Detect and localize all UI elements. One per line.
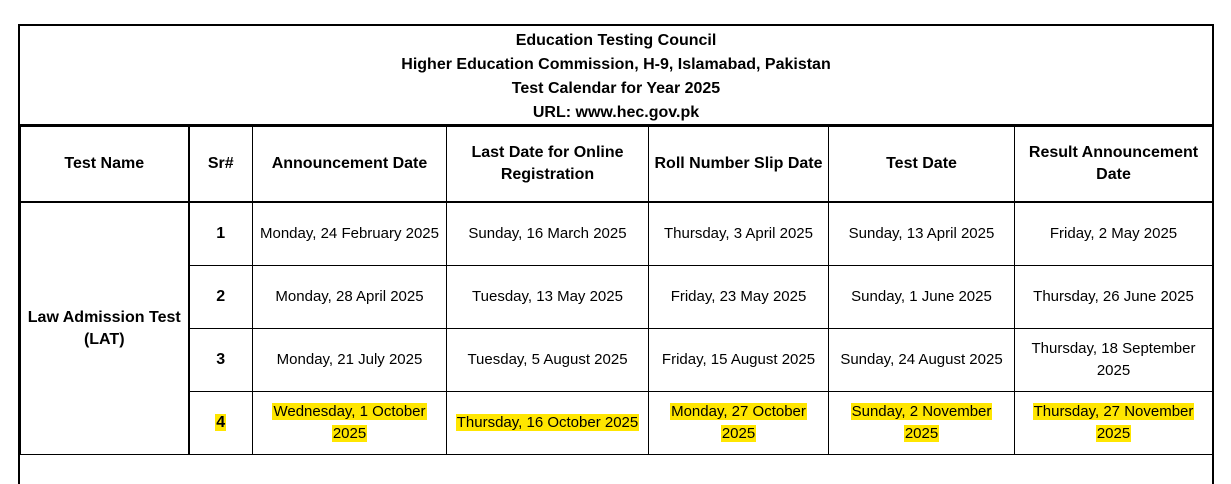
column-header-test-date: Test Date (829, 127, 1015, 203)
column-header-roll-number-slip-date: Roll Number Slip Date (649, 127, 829, 203)
announcement-date-cell: Monday, 21 July 2025 (253, 329, 447, 392)
result-date-cell: Thursday, 26 June 2025 (1015, 266, 1213, 329)
highlighted-text: Thursday, 27 November 2025 (1033, 403, 1194, 442)
last-date-cell: Sunday, 16 March 2025 (447, 202, 649, 266)
column-header-sr: Sr# (189, 127, 253, 203)
announcement-date-cell: Monday, 24 February 2025 (253, 202, 447, 266)
test-date-cell: Sunday, 13 April 2025 (829, 202, 1015, 266)
table-row-highlighted (21, 392, 1213, 455)
last-date-cell (447, 392, 649, 455)
announcement-date-cell (253, 392, 447, 455)
table-row (21, 329, 1213, 392)
result-date-cell (1015, 392, 1213, 455)
test-date-cell (829, 392, 1015, 455)
result-date-cell: Thursday, 18 September 2025 (1015, 329, 1213, 392)
table-header-row (21, 127, 1213, 203)
test-date-cell: Sunday, 24 August 2025 (829, 329, 1015, 392)
result-date-cell: Friday, 2 May 2025 (1015, 202, 1213, 266)
roll-slip-date-cell: Friday, 23 May 2025 (649, 266, 829, 329)
last-date-cell: Tuesday, 5 August 2025 (447, 329, 649, 392)
header-commission: Higher Education Commission, H-9, Islamabad, Pakistan (401, 56, 831, 73)
sr-cell: 2 (189, 266, 253, 329)
highlighted-text: 4 (216, 414, 226, 431)
table-row (21, 202, 1213, 266)
header-organization: Education Testing Council (515, 32, 717, 49)
table-row (21, 266, 1213, 329)
column-header-last-date-registration: Last Date for Online Registration (447, 127, 649, 203)
highlighted-text: Wednesday, 1 October 2025 (273, 403, 426, 442)
roll-slip-date-cell: Friday, 15 August 2025 (649, 329, 829, 392)
test-date-cell: Sunday, 1 June 2025 (829, 266, 1015, 329)
roll-slip-date-cell: Thursday, 3 April 2025 (649, 202, 829, 266)
last-date-cell: Tuesday, 13 May 2025 (447, 266, 649, 329)
roll-slip-date-cell (649, 392, 829, 455)
highlighted-text: Thursday, 16 October 2025 (456, 414, 639, 431)
sr-cell: 1 (189, 202, 253, 266)
column-header-announcement-date: Announcement Date (253, 127, 447, 203)
header-url: URL: www.hec.gov.pk (532, 104, 700, 121)
calendar-document (18, 24, 1214, 484)
highlighted-text: Sunday, 2 November 2025 (851, 403, 992, 442)
header-calendar-title: Test Calendar for Year 2025 (511, 80, 721, 97)
column-header-result-announcement-date: Result Announcement Date (1015, 127, 1213, 203)
highlighted-text: Monday, 27 October 2025 (671, 403, 806, 442)
test-calendar-table (20, 126, 1213, 455)
sr-cell: 3 (189, 329, 253, 392)
column-header-test-name: Test Name (21, 127, 189, 203)
announcement-date-cell: Monday, 28 April 2025 (253, 266, 447, 329)
test-name-cell: Law Admission Test (LAT) (21, 202, 189, 455)
document-header (20, 26, 1212, 126)
sr-cell (189, 392, 253, 455)
